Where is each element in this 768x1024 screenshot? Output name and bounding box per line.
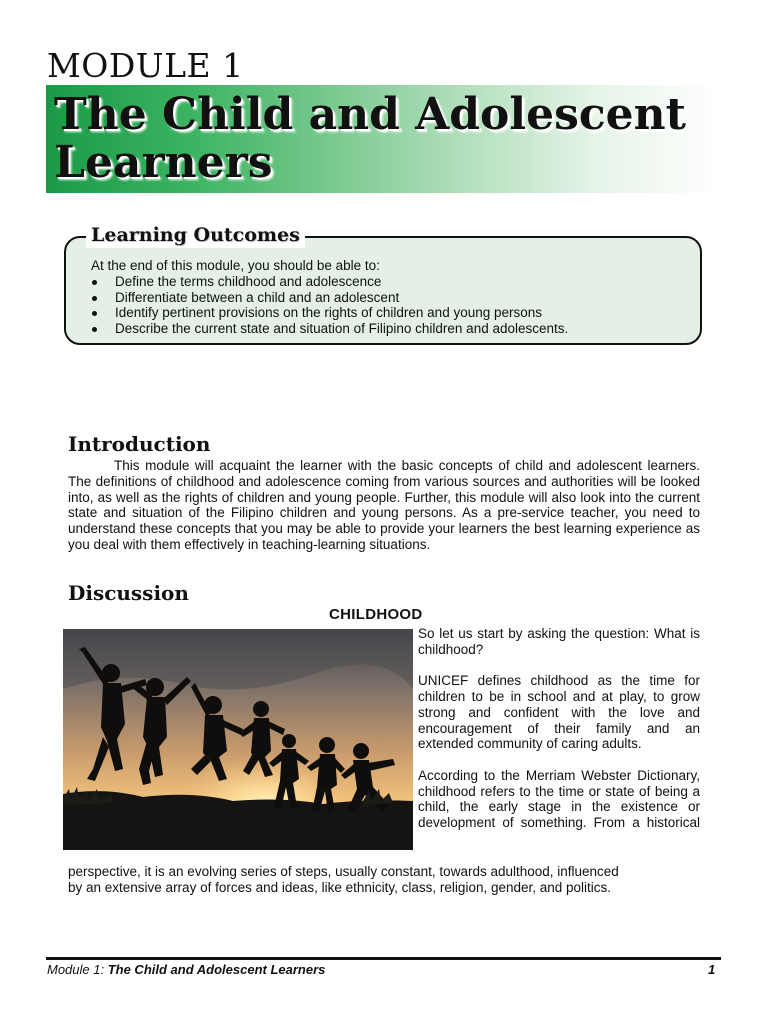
footer-module-prefix: Module 1: xyxy=(47,962,108,977)
childhood-discussion-text xyxy=(418,626,700,831)
module-label: MODULE 1 xyxy=(47,46,244,85)
footer-divider xyxy=(46,957,721,960)
discussion-paragraph: UNICEF defines childhood as the time for children to be in school and at play, to grow strong and confident with the love and encouragement of their family and an extended community of caring adults. xyxy=(418,673,700,752)
footer-module-label xyxy=(47,962,325,978)
childhood-subheading: CHILDHOOD xyxy=(329,606,423,623)
discussion-heading: Discussion xyxy=(68,581,189,605)
title-line-2: Learners xyxy=(54,137,273,188)
learning-outcomes-list xyxy=(91,274,568,336)
discussion-paragraph: So let us start by asking the question: What is childhood? xyxy=(418,626,700,657)
introduction-heading: Introduction xyxy=(68,432,211,456)
title-line-1: The Child and Adolescent xyxy=(54,89,686,140)
discussion-paragraph-final-line: by an extensive array of forces and ideas, like ethnicity, class, religion, gender, and politics. xyxy=(68,880,612,895)
discussion-paragraph-continued: perspective, it is an evolving series of steps, usually constant, towards adulthood, influenced xyxy=(68,864,619,879)
introduction-paragraph: This module will acquaint the learner with the basic concepts of child and adolescent learners. The definitions of childhood and adolescence coming from various sources and authorities will be looked into, as well as the rights of children and young people. Further, this module will also look into the current state and situation of the Filipino children and young persons. As a pre-service teacher, you need to understand these concepts that you may be able to provide your learners the best learning experience as you deal with them effectively in teaching-learning situations. xyxy=(68,458,700,552)
learning-outcomes-intro: At the end of this module, you should be able to: xyxy=(91,258,380,273)
discussion-paragraph: According to the Merriam Webster Dictionary, childhood refers to the time or state of being a child, the early stage in the existence or development of something. From a historical xyxy=(418,767,700,830)
children-jumping-silhouette-image xyxy=(63,629,413,850)
learning-outcomes-heading: Learning Outcomes xyxy=(86,222,305,248)
outcome-item: Differentiate between a child and an adolescent xyxy=(91,290,568,306)
footer-module-title: The Child and Adolescent Learners xyxy=(107,962,326,977)
outcome-item: Describe the current state and situation of Filipino children and adolescents. xyxy=(91,321,568,337)
page-number: 1 xyxy=(708,962,716,977)
outcome-item: Identify pertinent provisions on the rights of children and young persons xyxy=(91,305,568,321)
page-title xyxy=(54,91,734,187)
outcome-item: Define the terms childhood and adolescence xyxy=(91,274,568,290)
